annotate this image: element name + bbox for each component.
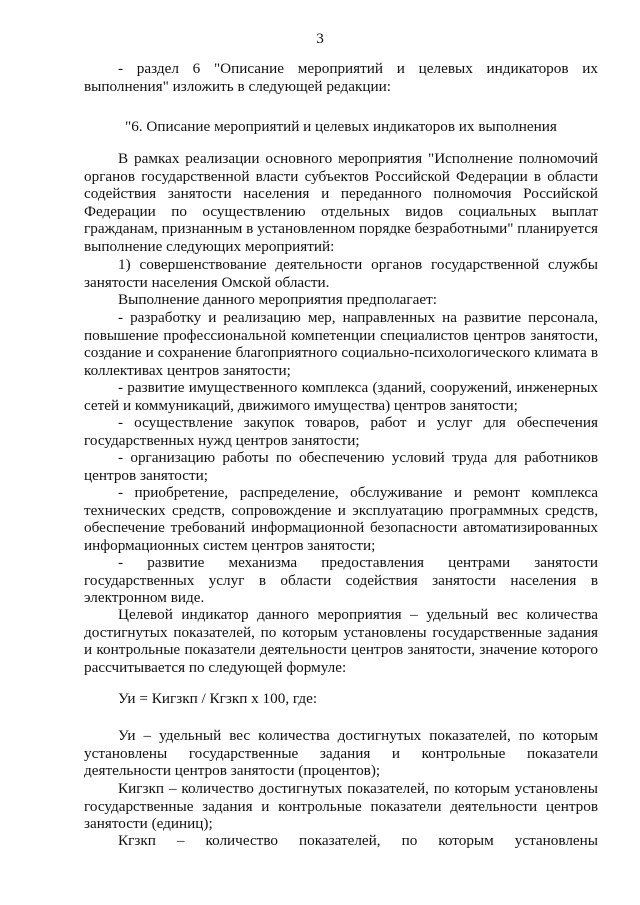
list-item: - осуществление закупок товаров, работ и услуг для обеспечения государственных нужд центров занятости; bbox=[84, 414, 598, 449]
list-item: - приобретение, распределение, обслуживание и ремонт комплекса технических средств, сопровождение и эксплуатацию программных средств, обеспечение требований информационной безопасности автоматизированных информационных систем центров занятости; bbox=[84, 484, 598, 554]
definition: Уи – удельный вес количества достигнутых показателей, по которым установлены государственные задания и контрольные показатели деятельности центров занятости (процентов); bbox=[84, 727, 598, 780]
body-paragraph: 1) совершенствование деятельности органов государственной службы занятости населения Омской области. bbox=[84, 256, 598, 291]
body-paragraph: Целевой индикатор данного мероприятия – удельный вес количества достигнутых показателей, по которым установлены государственные задания и контрольные показатели деятельности центров занятости, значение которого рассчитывается по следующей формуле: bbox=[84, 606, 598, 676]
list-item: - разработку и реализацию мер, направленных на развитие персонала, повышение профессиональной компетенции специалистов центров занятости, создание и сохранение благоприятного социально-психологического климата в коллективах центров занятости; bbox=[84, 309, 598, 379]
definition: Кигзкп – количество достигнутых показателей, по которым установлены государственные задания и контрольные показатели деятельности центров занятости (единиц); bbox=[84, 780, 598, 833]
page-number: 3 bbox=[316, 30, 324, 47]
list-item: - развитие механизма предоставления центрами занятости государственных услуг в области содействия занятости населения в электронном виде. bbox=[84, 554, 598, 607]
body-paragraph: В рамках реализации основного мероприятия "Исполнение полномочий органов государственной власти субъектов Российской Федерации в области содействия занятости населения и переданного полномочия Российской Федерации по осуществлению отдельных видов социальных выплат гражданам, признанным в установленном порядке безработными" планируется выполнение следующих мероприятий: bbox=[84, 150, 598, 255]
intro-paragraph: - раздел 6 "Описание мероприятий и целевых индикаторов их выполнения" изложить в следующей редакции: bbox=[84, 60, 598, 95]
definition: Кгзкп – количество показателей, по которым установлены bbox=[118, 832, 598, 849]
list-item: - организацию работы по обеспечению условий труда для работников центров занятости; bbox=[84, 449, 598, 484]
body-paragraph: Выполнение данного мероприятия предполагает: bbox=[118, 291, 437, 308]
formula: Уи = Кигзкп / Кгзкп х 100, где: bbox=[118, 690, 318, 707]
section-heading: "6. Описание мероприятий и целевых индикаторов их выполнения bbox=[125, 118, 557, 135]
list-item: - развитие имущественного комплекса (зданий, сооружений, инженерных сетей и коммуникаций, движимого имущества) центров занятости; bbox=[84, 379, 598, 414]
